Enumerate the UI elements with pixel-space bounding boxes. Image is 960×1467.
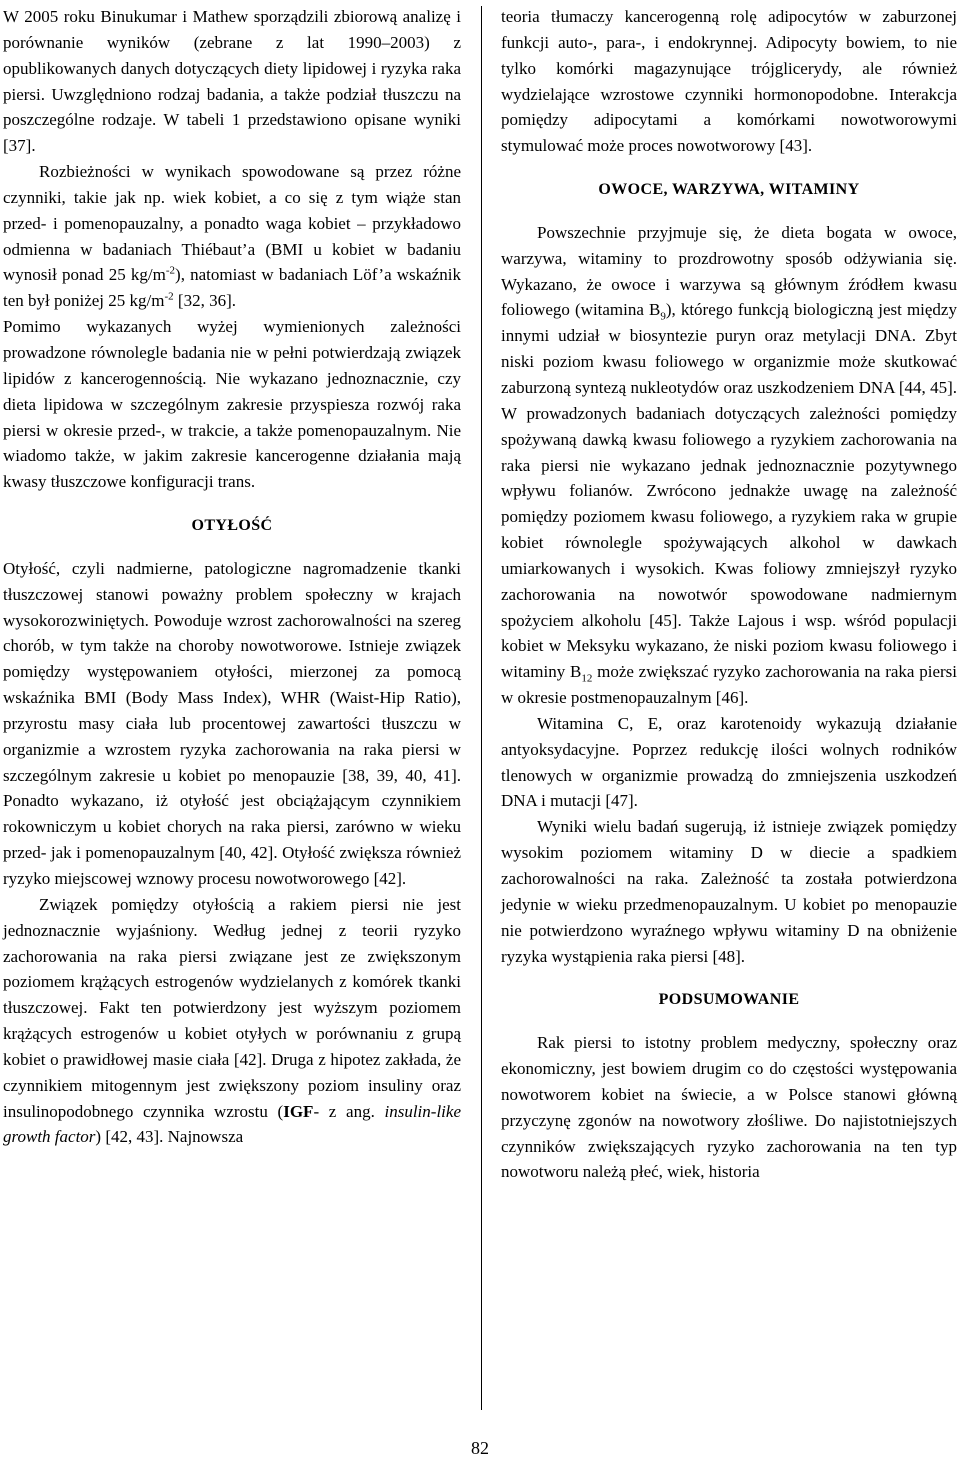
paragraph-diet-analysis: W 2005 roku Binukumar i Mathew sporządzili zbiorową analizę i porównanie wyników (zebrane z lat 1990–2003) z opublikowanych danych dotyczących diety lipidowej i ryzyka raka piersi. Uwzględniono rodzaj badania, a także podział tłuszczu na poszczególne rodzaje. W tabeli 1 przedstawiono opisane wyniki [37]. [3,7,461,156]
right-column [501,4,957,1185]
superscript: -2 [165,264,176,277]
paragraph-antioxidants: Witamina C, E, oraz karotenoidy wykazują działanie antyoksydacyjne. Poprzez redukcję ilości wolnych rodników tlenowych w organizmie prowadzą do zmniejszenia uszkodzeń DNA i mutacji [47]. [501,713,957,811]
paragraph-summary: Rak piersi to istotny problem medyczny, społeczny oraz ekonomiczny, jest bowiem drugim co do częstości występowania nowotworem kobiet na świecie, a w Polsce stanowi główną przyczynę zgonów na nowotwory złośliwe. Do najistotniejszych czynników zwiększających ryzyko zachorowania na ten typ nowotworu należą płeć, wiek, historia [501,1033,957,1182]
text-span: Powszechnie przyjmuje się, że dieta bogata w owoce, warzywa, witaminy to prozdrowotny sposób odżywiania się. Wykazano, że owoce i warzywa są głównym źródłem kwasu foliowego (witamina B [501,222,957,320]
subscript: 12 [581,672,593,685]
paragraph-adipocytes: teoria tłumaczy kancerogenną rolę adipocytów w zaburzonej funkcji auto-, para-, i endokrynnej. Adipocyty bowiem, to nie tylko komórki magazynujące trójglicerydy, ale również wydzielające wzrostowe czynniki hormonopodobne. Interakcja pomiędzy adipocytami a komórkami nowotworowymi stymulować może proces nowotworowy [43]. [501,7,957,156]
italic-term: insulin-like growth factor [3,1101,461,1147]
section-heading-summary: PODSUMOWANIE [658,991,800,1009]
paragraph-folic-acid [501,220,957,711]
left-column [3,4,461,1150]
text-span: [32, 36]. [173,291,236,311]
column-divider [481,6,482,1410]
paragraph-obesity: Otyłość, czyli nadmierne, patologiczne nagromadzenie tkanki tłuszczowej stanowi poważny problem społeczny w krajach wysokorozwiniętych. Powoduje wzrost zachorowalności na szereg chorób, w tym także na choroby nowotworowe. Istnieje związek pomiędzy występowaniem otyłości, mierzonej za pomocą wskaźnika BMI (Body Mass Index), WHR (Waist-Hip Ratio), przyrostu masy ciała lub procentowej zawartości tłuszczu w organizmie a wzrostem ryzyka zachorowania na raka piersi w szczególnym zakresie u kobiet po menopauzie [38, 39, 40, 41]. Ponadto wykazano, iż otyłość jest obciążającym czynnikiem rokowniczym u kobiet chorych na raka piersi, zarówno w wieku przed- jak i pomenopauzalnym [40, 42]. Otyłość zwiększa również ryzyko miejscowej wznowy procesu nowotworowego [42]. [3,558,461,888]
text-span: Związek pomiędzy otyłością a rakiem piersi nie jest jednoznacznie wyjaśniony. Według jednej z teorii ryzyko zachorowania na raka piersi związane jest ze zwiększonym poziomem krążących estrogenów wydzielanych z komórek tkanki tłuszczowej. Fakt ten potwierdzony jest wyższym poziomem krążących estrogenów u kobiet otyłych w porównaniu z grupą kobiet o prawidłowej masie ciała [42]. Druga z hipotez zakłada, że czynnikiem mitogennym jest zwiększony poziom insuliny oraz insulinopodobnego czynnika wzrostu ( [3,894,461,1121]
paragraph-discrepancies [3,159,461,314]
bold-term: IGF [283,1101,314,1121]
text-span: Rozbieżności w wynikach spowodowane są przez różne czynniki, takie jak np. wiek kobiet, a co się z tym wiąże stan przed- i pomenopauzalny, a ponadto waga kobiet – przykładowo odmienna w badaniach Thiébaut’a (BMI u kobiet w badaniu wynosił ponad 25 kg/m [3,162,461,285]
text-span: ), natomiast w badaniach Löf’a wskaźnik ten był poniżej 25 kg/m [3,265,461,311]
paragraph-lipid-studies: Pomimo wykazanych wyżej wymienionych zależności prowadzone równolegle badania nie w pełni potwierdzają związek lipidów z kancerogennością. Nie wykazano jednoznacznie, czy dieta lipidowa w szczególnym zakresie przyspiesza rozwój raka piersi w okresie przed-, w trakcie, a także pomenopauzalnym. Nie wiadomo także, w jakim zakresie kancerogenne działania mają kwasy tłuszczowe konfiguracji trans. [3,317,461,492]
text-span: ), którego funkcją biologiczną jest między innymi udział w biosyntezie puryn oraz metylacji DNA. Zbyt niski poziom kwasu foliowego w organizmie może skutkować zaburzoną syntezą nukleotydów oraz uszkodzeniem DNA [44, 45]. W prowadzonych badaniach dotyczących zależności pomiędzy spożywaną dawką kwasu foliowego a ryzykiem zachorowania na raka piersi nie wykazano jednak jednoznacznie pozytywnego wpływu folianów. Zwrócono jednakże uwagę na zależność pomiędzy poziomem kwasu foliowego, a ryzykiem raka w grupie kobiet równolegle spożywających alkohol w dawkach umiarkowanych i wysokich. Kwas foliowy zmniejszył ryzyko zachorowania na nowotwór spowodowane nadmiernym spożyciem alkoholu [45]. Także Lajous i wsp. wśród populacji kobiet w Meksyku wykazano, że niski poziom kwasu foliowego i witaminy B [501,300,957,682]
paragraph-vitamin-d: Wyniki wielu badań sugerują, iż istnieje związek pomiędzy wysokim poziomem witaminy D w diecie a spadkiem zachorowalności na raka. Zależność ta została potwierdzona jedynie w wieku przedmenopauzalnym. U kobiet po menopauzie nie potwierdzono wyraźnego wpływu witaminy D na obniżenie ryzyka wystąpienia raka piersi [48]. [501,817,957,966]
text-span: ) [42, 43]. Najnowsza [95,1127,244,1147]
paragraph-obesity-mechanism [3,892,461,1150]
subscript: 9 [660,310,666,323]
section-heading-obesity: OTYŁOŚĆ [191,517,273,535]
text-span: - z ang. [313,1101,385,1121]
text-span: może zwiększać ryzyko zachorowania na raka piersi w okresie postmenopauzalnym [46]. [501,662,957,708]
page-number: 82 [471,1438,489,1458]
section-heading-fruits-vegetables: OWOCE, WARZYWA, WITAMINY [598,181,860,199]
superscript: -2 [164,290,174,303]
